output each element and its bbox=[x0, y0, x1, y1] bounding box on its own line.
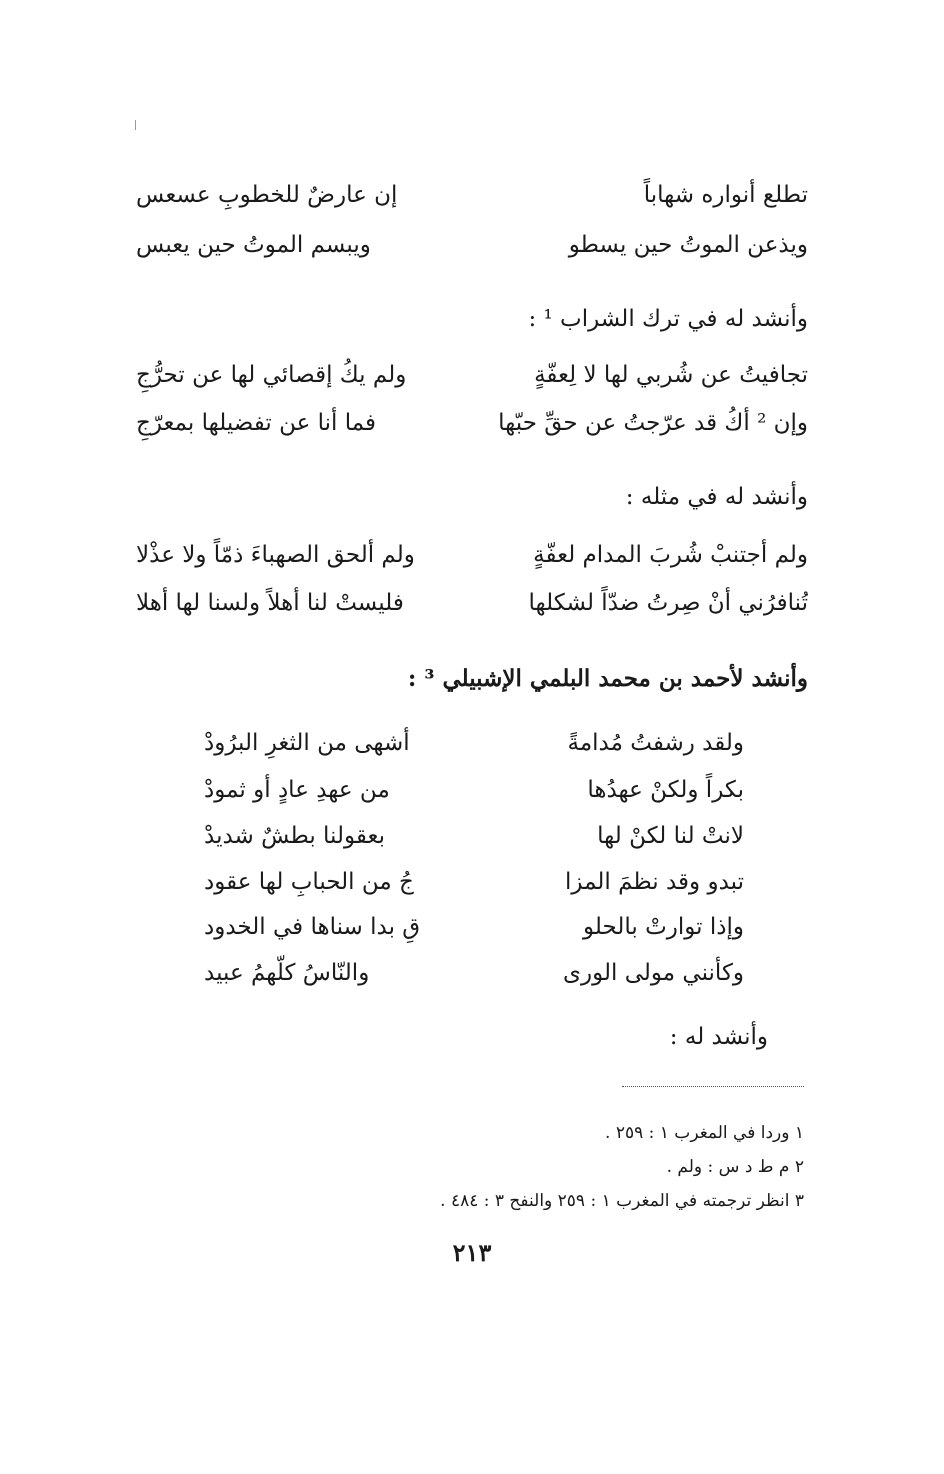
verse-line bbox=[136, 356, 808, 394]
verse-line bbox=[204, 724, 744, 762]
verse-first-hemistich: تطلع أنواره شهاباً bbox=[643, 182, 808, 208]
verse-second-hemistich: ويبسم الموتُ حين يعبس bbox=[136, 232, 371, 258]
verse-second-hemistich: بعقولنا بطشٌ شديدْ bbox=[204, 823, 386, 849]
verse-first-hemistich: ولم أجتنبْ شُربَ المدام لعفّةٍ bbox=[533, 542, 808, 568]
footnote: ٢ م ط د س : ولم . bbox=[666, 1157, 804, 1177]
verse-second-hemistich: فليستْ لنا أهلاً ولسنا لها أهلا bbox=[136, 590, 404, 616]
footnote: ٣ انظر ترجمته في المغرب ١ : ٢٥٩ والنفح ٣ : ٤٨٤ . bbox=[440, 1191, 804, 1211]
verse-first-hemistich: لانتْ لنا لكنْ لها bbox=[597, 823, 744, 849]
verse-first-hemistich: تبدو وقد نظمَ المزا bbox=[565, 869, 744, 895]
verse-line bbox=[136, 536, 808, 574]
page-number: ٢١٣ bbox=[452, 1238, 492, 1267]
verse-line bbox=[204, 954, 744, 992]
section-intro: وأنشد له في ترك الشراب ¹ : bbox=[528, 306, 808, 332]
verse-first-hemistich: وإن ² أكُ قد عرّجتُ عن حقِّ حبّها bbox=[498, 410, 808, 436]
verse-line bbox=[204, 771, 744, 809]
verse-line bbox=[136, 226, 808, 264]
verse-first-hemistich: تجافيتُ عن شُربي لها لا لِعفّةٍ bbox=[534, 362, 808, 388]
verse-second-hemistich: فما أنا عن تفضيلها بمعرّجِ bbox=[136, 410, 377, 436]
verse-first-hemistich: وإذا توارتْ بالحلو bbox=[583, 914, 744, 940]
verse-second-hemistich: قِ بدا سناها في الخدود bbox=[204, 914, 421, 940]
footnote-separator bbox=[622, 1086, 804, 1087]
section-intro: وأنشد له : bbox=[669, 1024, 768, 1050]
verse-second-hemistich: والنّاسُ كلّهمُ عبيد bbox=[204, 960, 370, 986]
section-intro: وأنشد لأحمد بن محمد البلمي الإشبيلي ³ : bbox=[407, 665, 808, 692]
verse-first-hemistich: ولقد رشفتُ مُدامةً bbox=[567, 730, 744, 756]
verse-second-hemistich: ولم ألحق الصهباءَ ذمّاً ولا عذْلا bbox=[136, 542, 415, 568]
verse-line bbox=[204, 817, 744, 855]
verse-first-hemistich: وكأنني مولى الورى bbox=[563, 960, 744, 986]
footnote: ١ وردا في المغرب ١ : ٢٥٩ . bbox=[605, 1123, 804, 1143]
verse-line bbox=[204, 908, 744, 946]
verse-line bbox=[136, 584, 808, 622]
margin-mark bbox=[135, 120, 136, 130]
verse-first-hemistich: ويذعن الموتُ حين يسطو bbox=[568, 232, 808, 258]
verse-second-hemistich: أشهى من الثغرِ البرُودْ bbox=[204, 730, 410, 756]
verse-second-hemistich: إن عارضٌ للخطوبِ عسعس bbox=[136, 182, 398, 208]
section-intro: وأنشد له في مثله : bbox=[625, 484, 808, 510]
verse-second-hemistich: جُ من الحبابِ لها عقود bbox=[204, 869, 414, 895]
verse-line bbox=[136, 176, 808, 214]
verse-line bbox=[204, 863, 744, 901]
verse-first-hemistich: تُنافرُني أنْ صِرتُ ضدّاً لشكلها bbox=[528, 590, 808, 616]
verse-second-hemistich: من عهدِ عادٍ أو ثمودْ bbox=[204, 777, 390, 803]
verse-first-hemistich: بكراً ولكنْ عهدُها bbox=[587, 777, 744, 803]
verse-second-hemistich: ولم يكُ إقصائي لها عن تحرُّجِ bbox=[136, 362, 407, 388]
verse-line bbox=[136, 404, 808, 442]
